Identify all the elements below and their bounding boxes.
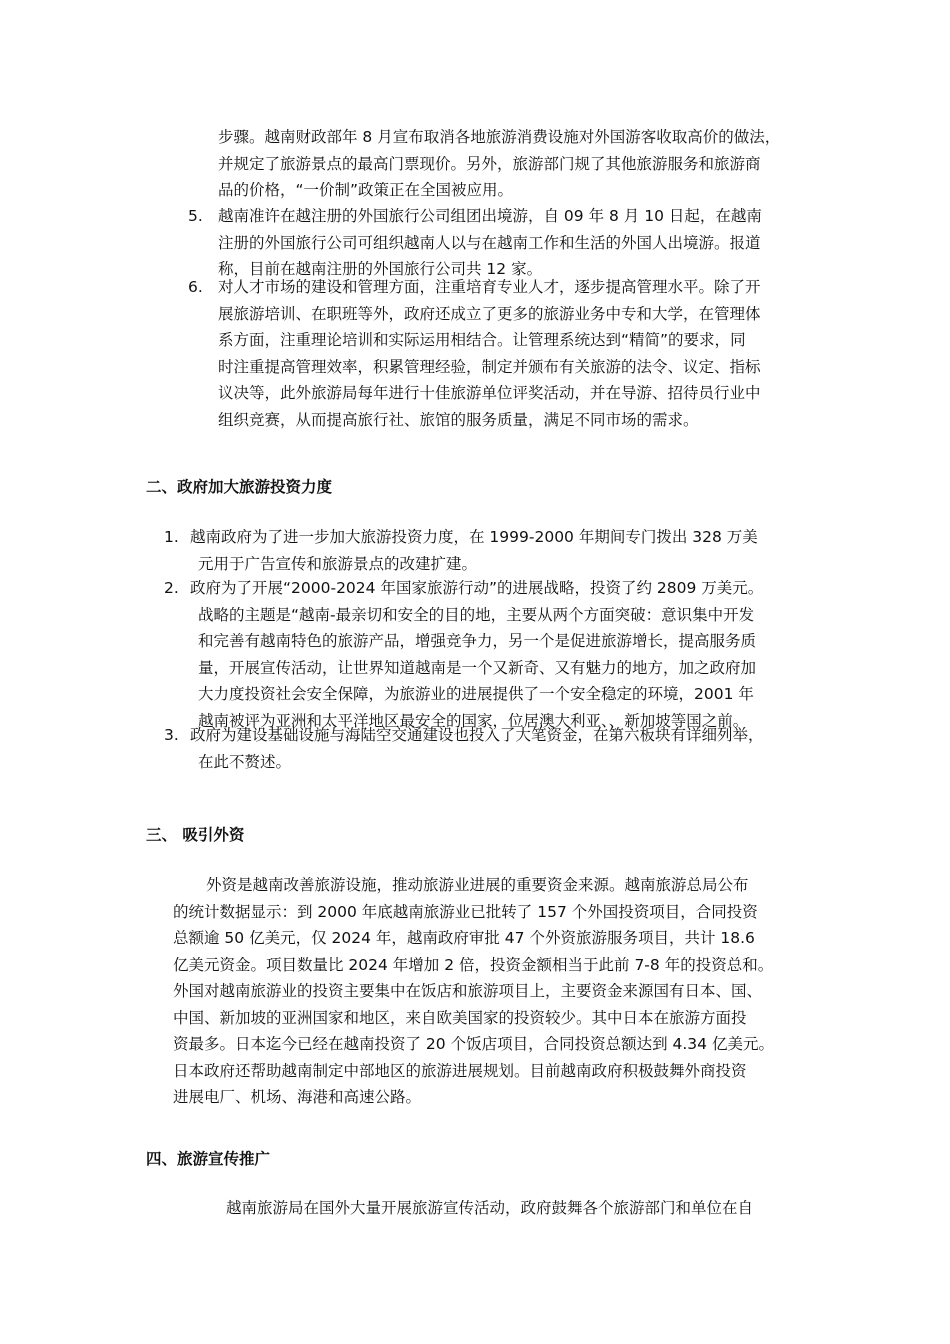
paragraph-line: 并规定了旅游景点的最高门票现价。另外，旅游部门规了其他旅游服务和旅游商 [218,154,761,173]
paragraph-line: 亿美元资金。项目数量比 2024 年增加 2 倍，投资金额相当于此前 7-8 年的投资总和。 [173,955,774,974]
paragraph-line: 战略的主题是“越南-最亲切和安全的目的地，主要从两个方面突破：意识集中开发 [198,605,755,624]
paragraph-promotion [226,1195,753,1222]
paragraph-line: 越南政府为了进一步加大旅游投资力度，在 1999-2000 年期间专门拨出 328 万美 [190,528,758,546]
paragraph-line: 对人才市场的建设和管理方面，注重培育专业人才，逐步提高管理水平。除了开 [218,278,761,296]
paragraph-foreign-investment [173,872,774,1111]
paragraph-line: 称，目前在越南注册的外国旅行公司共 12 家。 [218,260,543,278]
paragraph-line: 大力度投资社会安全保障，为旅游业的进展提供了一个安全稳定的环境，2001 年 [198,685,754,703]
paragraph-line: 的统计数据显示：到 2000 年底越南旅游业已批转了 157 个外国投资项目，合同投资 [173,902,758,921]
paragraph-line: 系方面，注重理论培训和实际运用相结合。让管理系统达到“精简”的要求，同 [218,331,746,349]
paragraph-line: 资最多。日本迄今已经在越南投资了 20 个饭店项目，合同投资总额达到 4.34 亿美元。 [173,1035,774,1053]
paragraph-line: 越南准许在越注册的外国旅行公司组团出境游，自 09 年 8 月 10 日起，在越南 [218,207,762,225]
paragraph-line: 政府为了开展“2000-2024 年国家旅游行动”的进展战略，投资了约 2809 万美元。 [190,579,764,597]
list-item-4-continuation [218,124,780,204]
paragraph-line: 和完善有越南特色的旅游产品，增强竞争力，另一个是促进旅游增长，提高服务质 [198,632,757,650]
paragraph-line: 步骤。越南财政部年 8 月宣布取消各地旅游消费设施对外国游客收取高价的做法， [218,128,781,146]
paragraph-line: 元用于广告宣传和旅游景点的改建扩建。 [198,554,478,573]
list-item-s2-2 [190,575,763,734]
paragraph-line: 外国对越南旅游业的投资主要集中在饭店和旅游项目上，主要资金来源国有日本、国、 [173,982,763,1000]
paragraph-line: 外资是越南改善旅游设施，推动旅游业进展的重要资金来源。越南旅游总局公布 [206,876,749,894]
section-heading: 四、旅游宣传推广 [146,1150,271,1168]
paragraph-line: 越南旅游局在国外大量开展旅游宣传活动，政府鼓舞各个旅游部门和单位在自 [226,1199,754,1217]
list-number: 2. [164,579,179,597]
paragraph-line: 进展电厂、机场、海港和高速公路。 [173,1088,422,1106]
list-item-s2-1 [190,524,758,577]
paragraph-line: 品的价格，“一价制”政策正在全国被应用。 [218,181,514,199]
list-number: 5. [188,207,203,225]
section-heading: 二、政府加大旅游投资力度 [146,478,333,496]
list-number: 6. [188,278,203,296]
paragraph-line: 时注重提高管理效率，积累管理经验，制定并颁布有关旅游的法令、议定、指标 [218,357,761,376]
list-number: 1. [164,528,179,546]
paragraph-line: 总额逾 50 亿美元，仅 2024 年，越南政府审批 47 个外资旅游服务项目，共计 18.6 [173,929,755,947]
paragraph-line: 议决等，此外旅游局每年进行十佳旅游单位评奖活动，并在导游、招待员行业中 [218,384,761,402]
paragraph-line: 在此不赘述。 [198,752,292,771]
paragraph-line: 中国、新加坡的亚洲国家和地区，来自欧美国家的投资较少。其中日本在旅游方面投 [173,1008,747,1027]
paragraph-line: 越南被评为亚洲和太平洋地区最安全的国家，位居澳大利亚、、新加坡等国之前。 [198,711,749,730]
list-item-6 [218,274,761,433]
paragraph-line: 政府为建设基础设施与海陆空交通建设也投入了大笔资金，在第六板块有详细列举， [190,726,764,744]
list-number: 3. [164,726,179,744]
paragraph-line: 日本政府还帮助越南制定中部地区的旅游进展规划。目前越南政府积极鼓舞外商投资 [173,1061,747,1080]
paragraph-line: 组织竞赛，从而提高旅行社、旅馆的服务质量，满足不同市场的需求。 [218,410,699,429]
paragraph-line: 量，开展宣传活动，让世界知道越南是一个又新奇、又有魅力的地方，加之政府加 [198,658,757,677]
list-item-5 [218,203,762,283]
paragraph-line: 展旅游培训、在职班等外，政府还成立了更多的旅游业务中专和大学，在管理体 [218,304,761,323]
list-item-s2-3 [190,722,764,775]
section-heading: 三、 吸引外资 [146,826,245,844]
paragraph-line: 注册的外国旅行公司可组织越南人以与在越南工作和生活的外国人出境游。报道 [218,233,761,252]
